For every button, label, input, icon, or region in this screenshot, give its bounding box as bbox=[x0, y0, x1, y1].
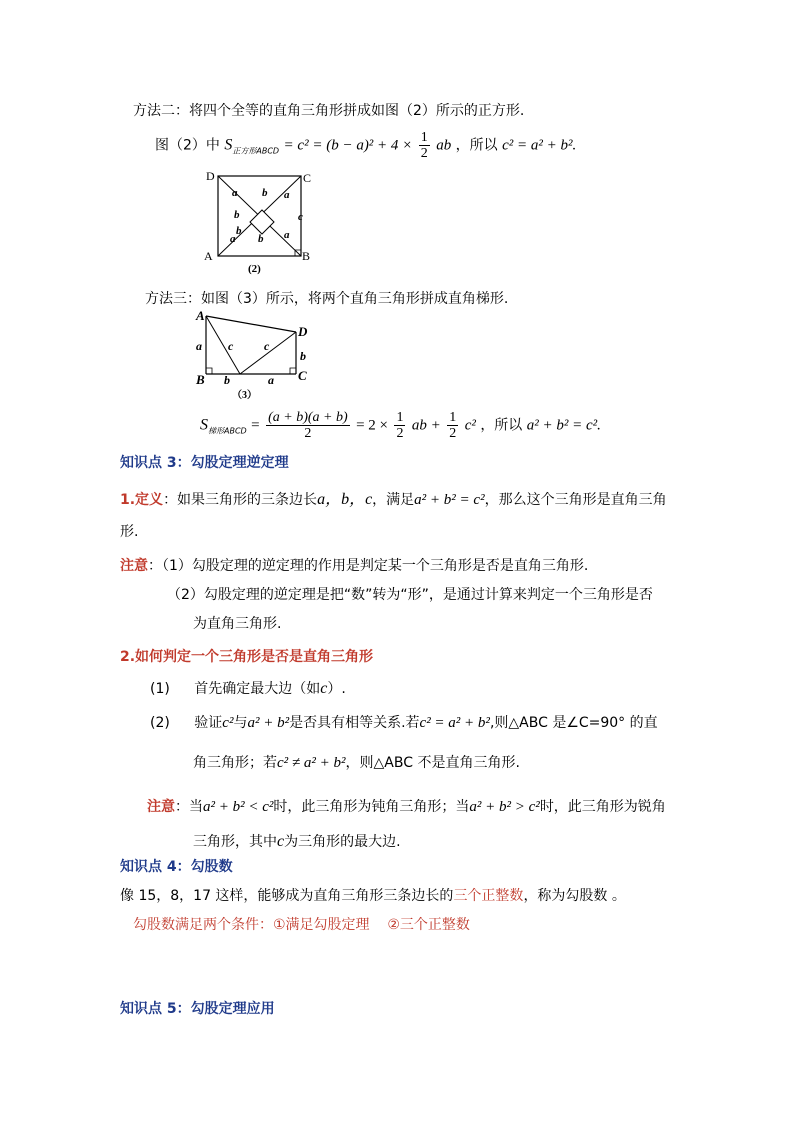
method3-so: ，所以 bbox=[480, 417, 523, 434]
kp3-note1 bbox=[120, 555, 588, 575]
kp5-title: 知识点 5：勾股定理应用 bbox=[120, 1001, 275, 1017]
fig3-label: a bbox=[268, 373, 274, 387]
kp3-note2: （2）勾股定理的逆定理是把“数”转为“形”，是通过计算来判定一个三角形是否 bbox=[167, 587, 653, 603]
kp3-step1 bbox=[150, 678, 346, 698]
method3-intro: 方法三：如图（3）所示，将两个直角三角形拼成直角梯形. bbox=[145, 291, 509, 307]
eq-c2: c² bbox=[464, 417, 476, 434]
fig2-label: a bbox=[232, 187, 238, 199]
kp3-how-title: 2.如何判定一个三角形是否是直角三角形 bbox=[120, 649, 374, 665]
def-label: 1.定义 bbox=[120, 492, 164, 508]
eq-ab: ab + bbox=[411, 417, 441, 434]
note1-text: ：（1）勾股定理的逆定理的作用是判定某一个三角形是否是直角三角形. bbox=[148, 558, 589, 574]
note3-text: 为三角形的最大边. bbox=[284, 834, 401, 850]
fig2-vertex-c: C bbox=[303, 171, 312, 185]
fig3-label: c bbox=[228, 339, 234, 353]
kp3-definition bbox=[120, 486, 667, 509]
note3-var: c bbox=[277, 833, 285, 850]
fig2-label: b bbox=[258, 233, 264, 245]
step1-text: 首先确定最大边（如 bbox=[194, 681, 321, 697]
s-label: S bbox=[224, 136, 233, 154]
fig3-label: a bbox=[196, 339, 202, 353]
fig3-label: b bbox=[300, 349, 306, 363]
s-label: S bbox=[200, 416, 208, 434]
kp4-text bbox=[120, 885, 626, 905]
kp3-step2-cont bbox=[193, 752, 520, 772]
step2-text: 是否具有相等关系.若 bbox=[289, 715, 420, 731]
s-sub: 梯形ABCD bbox=[208, 426, 247, 436]
note3-text: 三角形，其中 bbox=[193, 834, 277, 850]
method3-frac3: $\frac{1}{2}$ bbox=[449, 410, 457, 441]
eq-sign: = bbox=[251, 417, 260, 434]
kp3-title: 知识点 3：勾股定理逆定理 bbox=[120, 455, 289, 471]
method3-formula bbox=[200, 410, 601, 441]
kp3-note3-cont bbox=[193, 831, 401, 851]
eq-mid: = 2 × bbox=[356, 417, 389, 434]
step2-math: a² + b² bbox=[247, 715, 290, 731]
fig3-vertex-a: A bbox=[196, 308, 205, 323]
method2-intro: 方法二：将四个全等的直角三角形拼成如图（2）所示的正方形. bbox=[133, 103, 525, 119]
method2-prefix: 图（2）中 bbox=[155, 137, 220, 154]
fig2-caption: (2) bbox=[248, 263, 261, 275]
def-text: ，那么这个三角形是直角三角 bbox=[484, 492, 667, 508]
step2-math: c² = a² + b² bbox=[419, 715, 490, 731]
fig3-caption: （3） bbox=[232, 390, 257, 400]
method3-frac2: $\frac{1}{2}$ bbox=[396, 410, 404, 441]
kp3-step2 bbox=[150, 712, 658, 732]
kp3-note3 bbox=[147, 796, 666, 816]
fig2-vertex-a: A bbox=[204, 249, 213, 263]
step2-text: 验证 bbox=[194, 715, 223, 731]
method3-result: a² + b² = c². bbox=[526, 417, 601, 434]
step1-end: ）. bbox=[327, 681, 346, 697]
step2-text: 与 bbox=[233, 715, 248, 731]
s-sub: 正方形ABCD bbox=[232, 146, 280, 156]
fig2-vertex-d: D bbox=[206, 169, 215, 183]
step-no: (1) bbox=[150, 681, 170, 697]
method2-so: ，所以 bbox=[455, 137, 498, 154]
def-text: ，满足 bbox=[372, 492, 415, 508]
note3-math: a² + b² > c² bbox=[469, 799, 540, 815]
method3-frac1: $\frac{(a + b)(a + b)}{2}$ bbox=[268, 410, 348, 441]
figure-2-square bbox=[200, 168, 325, 276]
step2-math: c² bbox=[222, 715, 234, 731]
note-label: 注意 bbox=[147, 799, 175, 815]
fig2-label: b bbox=[236, 225, 242, 237]
note3-text: 时，此三角形为钝角三角形；当 bbox=[273, 799, 470, 815]
fig2-label: a bbox=[230, 233, 236, 245]
fig2-label: b bbox=[234, 209, 240, 221]
kp4-text-red: 三个正整数 bbox=[453, 888, 524, 904]
fig3-label: b bbox=[224, 373, 230, 387]
fig2-label: a bbox=[284, 189, 290, 201]
method2-frac: $\frac{1}{2}$ bbox=[420, 130, 428, 161]
method2-eq1-tail: ab bbox=[436, 137, 452, 154]
note-label: 注意 bbox=[120, 558, 148, 574]
note3-text: ：当 bbox=[175, 799, 203, 815]
kp4-title: 知识点 4：勾股数 bbox=[120, 859, 233, 875]
fig3-vertex-b: B bbox=[196, 372, 205, 387]
def-vars: a，b，c bbox=[317, 491, 373, 508]
kp4-text-b: ，称为勾股数 。 bbox=[523, 888, 626, 904]
kp3-note2b: 为直角三角形. bbox=[193, 616, 282, 632]
fig3-vertex-d: D bbox=[298, 324, 308, 339]
note3-text: 时，此三角形为锐角 bbox=[539, 799, 666, 815]
kp4-conditions: 勾股数满足两个条件：①满足勾股定理 ②三个正整数 bbox=[133, 917, 470, 933]
fig3-label: c bbox=[264, 339, 270, 353]
fig2-label: b bbox=[262, 187, 268, 199]
step2-math: c² ≠ a² + b² bbox=[277, 755, 346, 771]
method2-formula bbox=[155, 130, 576, 161]
fig3-vertex-c: C bbox=[298, 368, 307, 383]
step2-text: 角三角形；若 bbox=[193, 755, 277, 771]
fig2-vertex-b: B bbox=[302, 249, 311, 263]
step2-text: ，则△ABC 不是直角三角形. bbox=[345, 755, 520, 771]
kp3-def-cont: 形. bbox=[120, 524, 139, 540]
fig2-label: a bbox=[284, 229, 290, 241]
def-eq: a² + b² = c² bbox=[414, 492, 485, 508]
fig2-label: c bbox=[298, 211, 303, 223]
step-no: (2) bbox=[150, 715, 170, 731]
kp4-text-a: 像 15，8，17 这样，能够成为直角三角形三条边长的 bbox=[120, 888, 454, 904]
def-text: ：如果三角形的三条边长 bbox=[163, 492, 318, 508]
figure-3-trapezoid bbox=[192, 308, 322, 400]
step1-var: c bbox=[320, 680, 328, 697]
method2-eq1: = c² = (b − a)² + 4 × bbox=[283, 137, 413, 154]
note3-math: a² + b² < c² bbox=[203, 799, 274, 815]
step2-text: ,则△ABC 是∠C=90° 的直 bbox=[489, 715, 658, 731]
method2-eq2: c² = a² + b². bbox=[502, 137, 577, 154]
